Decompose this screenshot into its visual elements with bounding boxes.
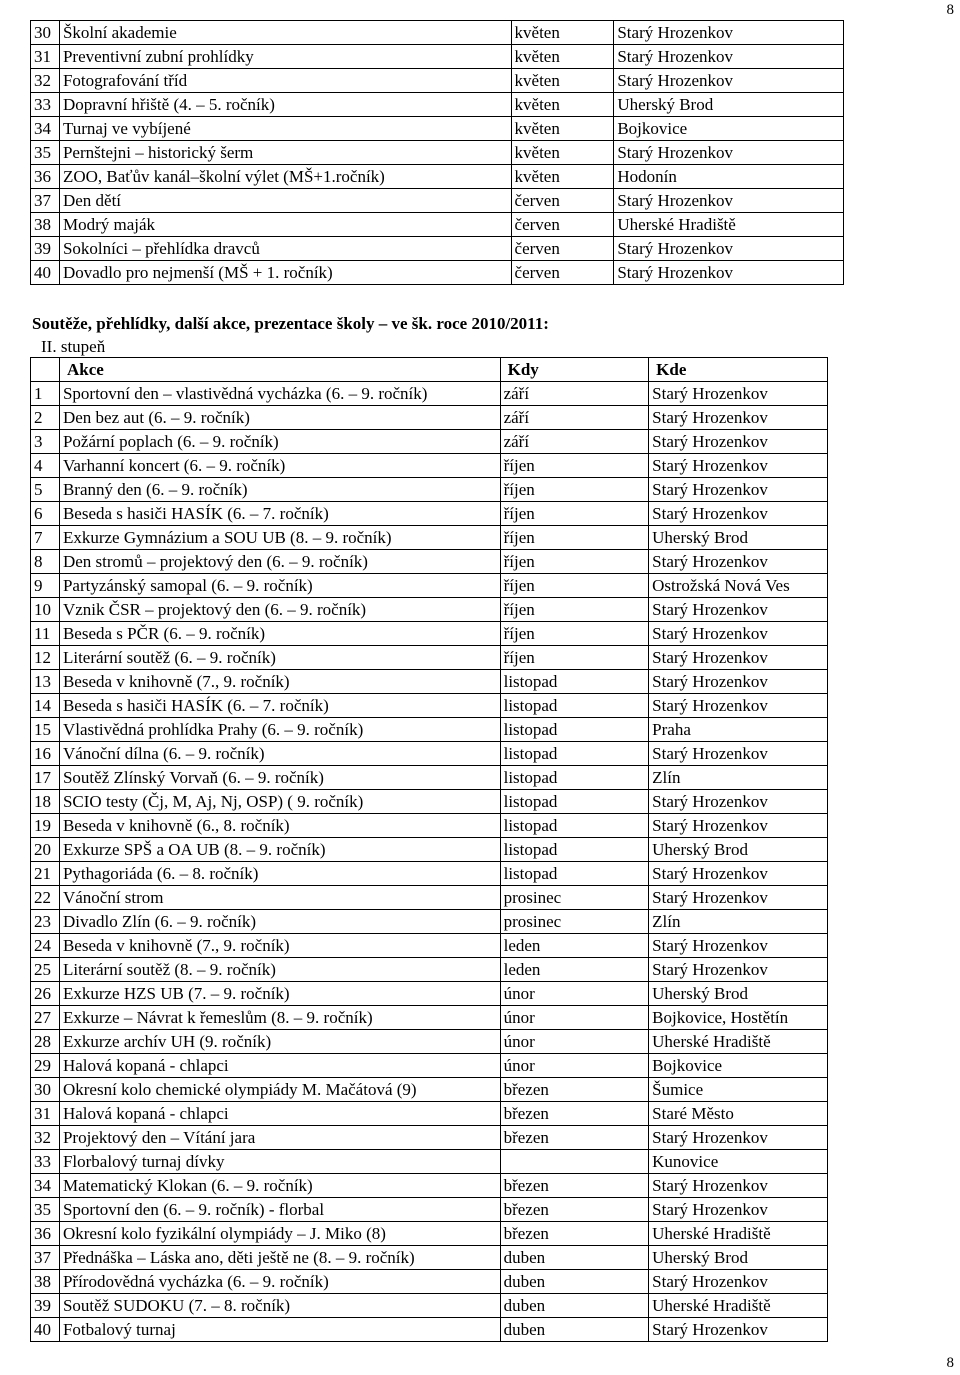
cell-location: Uherský Brod <box>649 982 828 1006</box>
cell-location: Starý Hrozenkov <box>649 886 828 910</box>
cell-activity-name: Sokolníci – přehlídka dravců <box>59 237 511 261</box>
cell-activity-name: Beseda s hasiči HASÍK (6. – 7. ročník) <box>59 502 500 526</box>
header-cell-akce: Akce <box>59 358 500 382</box>
cell-month: květen <box>511 45 614 69</box>
cell-month: červen <box>511 261 614 285</box>
cell-row-number: 2 <box>31 406 60 430</box>
table-row <box>31 430 828 454</box>
cell-month: únor <box>500 1030 649 1054</box>
cell-activity-name: Okresní kolo fyzikální olympiády – J. Miko (8) <box>59 1222 500 1246</box>
cell-activity-name: Varhanní koncert (6. – 9. ročník) <box>59 454 500 478</box>
table-row <box>31 742 828 766</box>
cell-month: březen <box>500 1198 649 1222</box>
table-row <box>31 1006 828 1030</box>
cell-row-number: 13 <box>31 670 60 694</box>
table-header-row <box>31 358 828 382</box>
table-row <box>31 550 828 574</box>
cell-row-number: 22 <box>31 886 60 910</box>
cell-location: Starý Hrozenkov <box>649 646 828 670</box>
cell-activity-name: Halová kopaná - chlapci <box>59 1054 500 1078</box>
cell-activity-name: Exkurze SPŠ a OA UB (8. – 9. ročník) <box>59 838 500 862</box>
cell-row-number: 1 <box>31 382 60 406</box>
cell-activity-name: Požární poplach (6. – 9. ročník) <box>59 430 500 454</box>
cell-month: únor <box>500 1054 649 1078</box>
cell-activity-name: Turnaj ve vybíjené <box>59 117 511 141</box>
table-row <box>31 862 828 886</box>
cell-month: listopad <box>500 790 649 814</box>
cell-location: Bojkovice <box>614 117 844 141</box>
table-row <box>31 646 828 670</box>
cell-location: Staré Město <box>649 1102 828 1126</box>
cell-location: Starý Hrozenkov <box>649 406 828 430</box>
cell-activity-name: Florbalový turnaj dívky <box>59 1150 500 1174</box>
table-row <box>31 670 828 694</box>
cell-activity-name: Modrý maják <box>59 213 511 237</box>
table-row <box>31 790 828 814</box>
cell-row-number: 34 <box>31 117 60 141</box>
cell-activity-name: Exkurze HZS UB (7. – 9. ročník) <box>59 982 500 1006</box>
table-row <box>31 261 844 285</box>
cell-row-number: 40 <box>31 1318 60 1342</box>
cell-location: Starý Hrozenkov <box>649 862 828 886</box>
table-row <box>31 1318 828 1342</box>
cell-location: Uherský Brod <box>649 526 828 550</box>
cell-location: Praha <box>649 718 828 742</box>
cell-activity-name: SCIO testy (Čj, M, Aj, Nj, OSP) ( 9. ročník) <box>59 790 500 814</box>
cell-activity-name: Matematický Klokan (6. – 9. ročník) <box>59 1174 500 1198</box>
cell-month: říjen <box>500 550 649 574</box>
cell-location: Starý Hrozenkov <box>649 382 828 406</box>
section-subheading: II. stupeň <box>41 337 106 356</box>
cell-row-number: 15 <box>31 718 60 742</box>
cell-row-number: 21 <box>31 862 60 886</box>
cell-month: září <box>500 406 649 430</box>
table-row <box>31 1078 828 1102</box>
cell-row-number: 9 <box>31 574 60 598</box>
table-row <box>31 1126 828 1150</box>
cell-activity-name: Divadlo Zlín (6. – 9. ročník) <box>59 910 500 934</box>
cell-location: Starý Hrozenkov <box>649 790 828 814</box>
cell-activity-name: Pernštejni – historický šerm <box>59 141 511 165</box>
cell-row-number: 30 <box>31 21 60 45</box>
cell-month: květen <box>511 21 614 45</box>
cell-activity-name: Exkurze – Návrat k řemeslům (8. – 9. ročník) <box>59 1006 500 1030</box>
activities-table-first-grade <box>30 20 844 285</box>
table-row <box>31 1102 828 1126</box>
cell-activity-name: Beseda v knihovně (6., 8. ročník) <box>59 814 500 838</box>
table-row <box>31 1150 828 1174</box>
cell-activity-name: Sportovní den – vlastivědná vycházka (6. – 9. ročník) <box>59 382 500 406</box>
table-row <box>31 21 844 45</box>
table-row <box>31 1174 828 1198</box>
cell-row-number: 38 <box>31 1270 60 1294</box>
cell-row-number: 37 <box>31 1246 60 1270</box>
cell-location: Uherské Hradiště <box>614 213 844 237</box>
cell-activity-name: Vlastivědná prohlídka Prahy (6. – 9. ročník) <box>59 718 500 742</box>
cell-activity-name: Fotografování tříd <box>59 69 511 93</box>
cell-month: září <box>500 382 649 406</box>
cell-row-number: 35 <box>31 1198 60 1222</box>
cell-row-number: 36 <box>31 1222 60 1246</box>
cell-month: listopad <box>500 838 649 862</box>
table-row <box>31 598 828 622</box>
cell-activity-name: Beseda v knihovně (7., 9. ročník) <box>59 934 500 958</box>
cell-location: Uherské Hradiště <box>649 1030 828 1054</box>
cell-month: květen <box>511 69 614 93</box>
cell-location: Starý Hrozenkov <box>649 958 828 982</box>
table-row <box>31 502 828 526</box>
table-row <box>31 766 828 790</box>
section-heading: Soutěže, přehlídky, další akce, prezentace školy – ve šk. roce 2010/2011: <box>32 314 549 333</box>
table-row <box>31 718 828 742</box>
table-row <box>31 982 828 1006</box>
cell-location: Bojkovice, Hostětín <box>649 1006 828 1030</box>
cell-month: březen <box>500 1174 649 1198</box>
cell-activity-name: Den bez aut (6. – 9. ročník) <box>59 406 500 430</box>
cell-month: květen <box>511 117 614 141</box>
cell-month: říjen <box>500 598 649 622</box>
cell-month: prosinec <box>500 910 649 934</box>
cell-month: květen <box>511 93 614 117</box>
cell-month: červen <box>511 189 614 213</box>
cell-location: Starý Hrozenkov <box>649 1198 828 1222</box>
cell-activity-name: Literární soutěž (6. – 9. ročník) <box>59 646 500 670</box>
cell-activity-name: Soutěž SUDOKU (7. – 8. ročník) <box>59 1294 500 1318</box>
cell-month: listopad <box>500 670 649 694</box>
cell-row-number: 20 <box>31 838 60 862</box>
table-row <box>31 141 844 165</box>
cell-row-number: 24 <box>31 934 60 958</box>
cell-location: Starý Hrozenkov <box>649 1174 828 1198</box>
cell-row-number: 11 <box>31 622 60 646</box>
cell-location: Starý Hrozenkov <box>649 1270 828 1294</box>
cell-row-number: 35 <box>31 141 60 165</box>
cell-activity-name: Exkurze archív UH (9. ročník) <box>59 1030 500 1054</box>
table-row <box>31 189 844 213</box>
cell-location: Ostrožská Nová Ves <box>649 574 828 598</box>
cell-location: Bojkovice <box>649 1054 828 1078</box>
cell-activity-name: Partyzánský samopal (6. – 9. ročník) <box>59 574 500 598</box>
cell-location: Starý Hrozenkov <box>614 189 844 213</box>
cell-row-number: 7 <box>31 526 60 550</box>
cell-row-number: 18 <box>31 790 60 814</box>
cell-month: listopad <box>500 814 649 838</box>
page-number-top: 8 <box>946 2 954 18</box>
table-row <box>31 958 828 982</box>
cell-row-number: 39 <box>31 237 60 261</box>
cell-month: duben <box>500 1318 649 1342</box>
table-row <box>31 1270 828 1294</box>
table-row <box>31 574 828 598</box>
cell-activity-name: Branný den (6. – 9. ročník) <box>59 478 500 502</box>
table-row <box>31 814 828 838</box>
cell-row-number: 14 <box>31 694 60 718</box>
cell-location: Uherské Hradiště <box>649 1222 828 1246</box>
cell-activity-name: Soutěž Zlínský Vorvaň (6. – 9. ročník) <box>59 766 500 790</box>
table-row <box>31 526 828 550</box>
cell-location: Šumice <box>649 1078 828 1102</box>
cell-activity-name: Vánoční dílna (6. – 9. ročník) <box>59 742 500 766</box>
cell-month: listopad <box>500 742 649 766</box>
header-cell-number <box>31 358 60 382</box>
cell-month: březen <box>500 1102 649 1126</box>
cell-location: Starý Hrozenkov <box>649 694 828 718</box>
cell-row-number: 26 <box>31 982 60 1006</box>
cell-row-number: 30 <box>31 1078 60 1102</box>
table-row <box>31 382 828 406</box>
table-row <box>31 694 828 718</box>
cell-activity-name: Dopravní hřiště (4. – 5. ročník) <box>59 93 511 117</box>
cell-activity-name: Exkurze Gymnázium a SOU UB (8. – 9. ročník) <box>59 526 500 550</box>
cell-row-number: 40 <box>31 261 60 285</box>
cell-month: duben <box>500 1294 649 1318</box>
cell-month: únor <box>500 1006 649 1030</box>
cell-month: duben <box>500 1246 649 1270</box>
cell-row-number: 36 <box>31 165 60 189</box>
cell-row-number: 32 <box>31 69 60 93</box>
cell-row-number: 4 <box>31 454 60 478</box>
cell-location: Starý Hrozenkov <box>649 478 828 502</box>
cell-month: říjen <box>500 502 649 526</box>
table-row <box>31 45 844 69</box>
table-row <box>31 886 828 910</box>
cell-location: Uherský Brod <box>649 838 828 862</box>
cell-location: Starý Hrozenkov <box>649 430 828 454</box>
cell-activity-name: Dovadlo pro nejmenší (MŠ + 1. ročník) <box>59 261 511 285</box>
cell-month: říjen <box>500 646 649 670</box>
cell-activity-name: Školní akademie <box>59 21 511 45</box>
cell-row-number: 38 <box>31 213 60 237</box>
table-row <box>31 1294 828 1318</box>
cell-row-number: 10 <box>31 598 60 622</box>
cell-row-number: 23 <box>31 910 60 934</box>
table-row <box>31 69 844 93</box>
cell-activity-name: Vznik ČSR – projektový den (6. – 9. ročník) <box>59 598 500 622</box>
cell-month: září <box>500 430 649 454</box>
cell-month: říjen <box>500 526 649 550</box>
cell-row-number: 31 <box>31 45 60 69</box>
page-number-bottom: 8 <box>946 1355 954 1371</box>
cell-activity-name: Přednáška – Láska ano, děti ještě ne (8. – 9. ročník) <box>59 1246 500 1270</box>
cell-activity-name: Vánoční strom <box>59 886 500 910</box>
table-row <box>31 1222 828 1246</box>
cell-location: Starý Hrozenkov <box>649 598 828 622</box>
cell-location: Starý Hrozenkov <box>649 814 828 838</box>
cell-month: listopad <box>500 694 649 718</box>
table-row <box>31 478 828 502</box>
cell-month: duben <box>500 1270 649 1294</box>
table-row <box>31 165 844 189</box>
table-row <box>31 454 828 478</box>
cell-row-number: 34 <box>31 1174 60 1198</box>
table-row <box>31 1198 828 1222</box>
cell-row-number: 33 <box>31 1150 60 1174</box>
cell-location: Starý Hrozenkov <box>614 141 844 165</box>
cell-location: Starý Hrozenkov <box>614 45 844 69</box>
cell-month: listopad <box>500 766 649 790</box>
cell-row-number: 28 <box>31 1030 60 1054</box>
table-row <box>31 213 844 237</box>
cell-activity-name: Pythagoriáda (6. – 8. ročník) <box>59 862 500 886</box>
table-row <box>31 1246 828 1270</box>
cell-month: květen <box>511 165 614 189</box>
cell-activity-name: Beseda s PČR (6. – 9. ročník) <box>59 622 500 646</box>
activities-table-second-grade <box>30 357 828 1342</box>
table-row <box>31 406 828 430</box>
table-row <box>31 93 844 117</box>
cell-row-number: 31 <box>31 1102 60 1126</box>
cell-row-number: 33 <box>31 93 60 117</box>
cell-location: Starý Hrozenkov <box>649 934 828 958</box>
cell-month: březen <box>500 1078 649 1102</box>
table-row <box>31 934 828 958</box>
cell-location: Starý Hrozenkov <box>614 69 844 93</box>
cell-location: Starý Hrozenkov <box>649 1126 828 1150</box>
cell-activity-name: Projektový den – Vítání jara <box>59 1126 500 1150</box>
cell-month: červen <box>511 237 614 261</box>
cell-activity-name: Halová kopaná - chlapci <box>59 1102 500 1126</box>
cell-location: Starý Hrozenkov <box>649 622 828 646</box>
cell-location: Hodonín <box>614 165 844 189</box>
cell-location: Starý Hrozenkov <box>614 261 844 285</box>
cell-location: Kunovice <box>649 1150 828 1174</box>
cell-month: říjen <box>500 478 649 502</box>
cell-row-number: 27 <box>31 1006 60 1030</box>
table-row <box>31 1054 828 1078</box>
cell-activity-name: Beseda s hasiči HASÍK (6. – 7. ročník) <box>59 694 500 718</box>
cell-activity-name: Den stromů – projektový den (6. – 9. ročník) <box>59 550 500 574</box>
header-cell-kde: Kde <box>649 358 828 382</box>
cell-month: červen <box>511 213 614 237</box>
cell-activity-name: Literární soutěž (8. – 9. ročník) <box>59 958 500 982</box>
table-row <box>31 1030 828 1054</box>
cell-row-number: 29 <box>31 1054 60 1078</box>
header-cell-kdy: Kdy <box>500 358 649 382</box>
cell-location: Zlín <box>649 766 828 790</box>
table-row <box>31 838 828 862</box>
cell-row-number: 3 <box>31 430 60 454</box>
table-row <box>31 622 828 646</box>
cell-location: Zlín <box>649 910 828 934</box>
cell-month: březen <box>500 1126 649 1150</box>
cell-month: říjen <box>500 574 649 598</box>
cell-row-number: 19 <box>31 814 60 838</box>
table-row <box>31 117 844 141</box>
cell-activity-name: Preventivní zubní prohlídky <box>59 45 511 69</box>
cell-month: listopad <box>500 718 649 742</box>
cell-month: květen <box>511 141 614 165</box>
cell-activity-name: Fotbalový turnaj <box>59 1318 500 1342</box>
cell-location: Starý Hrozenkov <box>649 670 828 694</box>
cell-month: listopad <box>500 862 649 886</box>
cell-location: Starý Hrozenkov <box>649 742 828 766</box>
cell-location: Uherské Hradiště <box>649 1294 828 1318</box>
cell-month <box>500 1150 649 1174</box>
cell-month: březen <box>500 1222 649 1246</box>
cell-month: leden <box>500 934 649 958</box>
cell-month: říjen <box>500 454 649 478</box>
cell-activity-name: Přírodovědná vycházka (6. – 9. ročník) <box>59 1270 500 1294</box>
cell-location: Starý Hrozenkov <box>649 550 828 574</box>
table-row <box>31 910 828 934</box>
cell-row-number: 25 <box>31 958 60 982</box>
cell-activity-name: Sportovní den (6. – 9. ročník) - florbal <box>59 1198 500 1222</box>
cell-month: říjen <box>500 622 649 646</box>
cell-activity-name: Beseda v knihovně (7., 9. ročník) <box>59 670 500 694</box>
cell-row-number: 16 <box>31 742 60 766</box>
cell-location: Starý Hrozenkov <box>649 502 828 526</box>
cell-month: leden <box>500 958 649 982</box>
cell-month: prosinec <box>500 886 649 910</box>
cell-activity-name: ZOO, Baťův kanál–školní výlet (MŠ+1.ročník) <box>59 165 511 189</box>
cell-row-number: 12 <box>31 646 60 670</box>
cell-row-number: 5 <box>31 478 60 502</box>
cell-row-number: 8 <box>31 550 60 574</box>
table-row <box>31 237 844 261</box>
cell-activity-name: Okresní kolo chemické olympiády M. Mačátová (9) <box>59 1078 500 1102</box>
cell-row-number: 6 <box>31 502 60 526</box>
cell-location: Uherský Brod <box>614 93 844 117</box>
cell-row-number: 32 <box>31 1126 60 1150</box>
cell-location: Starý Hrozenkov <box>649 454 828 478</box>
cell-row-number: 37 <box>31 189 60 213</box>
cell-location: Starý Hrozenkov <box>649 1318 828 1342</box>
cell-location: Uherský Brod <box>649 1246 828 1270</box>
cell-location: Starý Hrozenkov <box>614 21 844 45</box>
cell-month: únor <box>500 982 649 1006</box>
cell-activity-name: Den dětí <box>59 189 511 213</box>
cell-location: Starý Hrozenkov <box>614 237 844 261</box>
cell-row-number: 39 <box>31 1294 60 1318</box>
cell-row-number: 17 <box>31 766 60 790</box>
